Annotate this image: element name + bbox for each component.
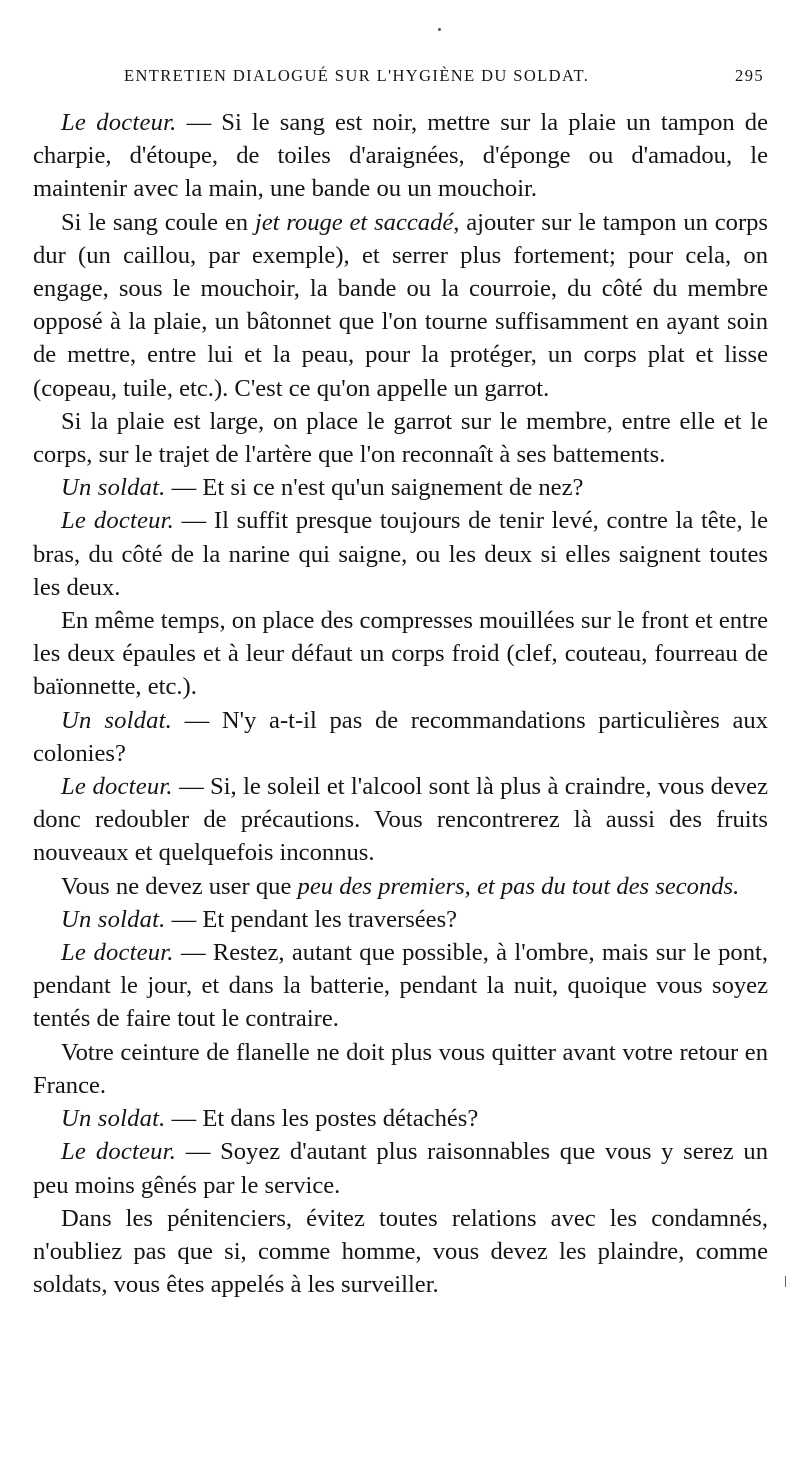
- page-number: 295: [735, 66, 764, 85]
- paragraph-text: — Il suffit presque toujours de tenir levé, contre la tête, le bras, du côté de la narine qui saigne, ou les deux si elles saignent toutes les deux.: [33, 507, 768, 601]
- speaker-label: Le docteur.: [61, 773, 173, 801]
- paragraph-text: Si la plaie est large, on place le garrot sur le membre, entre elle et le corps, sur le trajet de l'artère que l'on reconnaît à ses battements.: [33, 407, 768, 469]
- speaker-label: Le docteur.: [61, 939, 174, 967]
- paragraph: [33, 604, 768, 704]
- paragraph: [33, 870, 768, 903]
- paragraph-text: Si le sang coule en: [61, 208, 255, 236]
- paragraph-text: — Soyez d'autant plus raisonnables que vous y serez un peu moins gênés par le service.: [33, 1138, 768, 1199]
- paragraph-text: — Et pendant les traversées?: [165, 905, 458, 933]
- paragraph: [33, 903, 768, 936]
- paragraph: [33, 1036, 768, 1102]
- paragraph: [33, 106, 768, 206]
- printer-dot: [438, 28, 441, 31]
- paragraph: [33, 770, 768, 870]
- paragraph-text: — Restez, autant que possible, à l'ombre, mais sur le pont, pendant le jour, et dans la batterie, pendant la nuit, quoique vous soyez tentés de faire tout le contraire.: [33, 939, 768, 1033]
- paragraph-text: , ajouter sur le tampon un corps dur (un caillou, par exemple), et serrer plus fortement; pour cela, on engage, sous le mouchoir, la bande ou la courroie, du côté du membre opposé à la plaie, un bâtonnet que l'on tourne suffisamment en ayant soin de mettre, entre lui et la peau, pour la protéger, un corps plat et lisse (copeau, tuile, etc.). C'est ce qu'on appelle un garrot.: [33, 208, 769, 402]
- paragraph-text: Votre ceinture de flanelle ne doit plus vous quitter avant votre retour en France.: [33, 1038, 768, 1099]
- italic-text: jet rouge et saccadé: [254, 208, 454, 236]
- paragraph: [33, 206, 768, 405]
- paragraph-text: — Si, le soleil et l'alcool sont là plus à craindre, vous devez donc redoubler de précautions. Vous rencontrerez là aussi des fruits nouveaux et quelquefois inconnus.: [33, 773, 769, 867]
- speaker-label: Un soldat.: [61, 1105, 166, 1133]
- paragraph: [33, 1102, 768, 1135]
- paragraph: [33, 405, 768, 471]
- speaker-label: Le docteur.: [61, 507, 174, 535]
- speaker-label: Un soldat.: [61, 474, 166, 502]
- italic-text: peu des premiers, et pas du tout des seconds.: [297, 872, 740, 900]
- paragraph: [33, 704, 768, 770]
- paragraph: [33, 504, 768, 604]
- running-title: ENTRETIEN DIALOGUÉ SUR L'HYGIÈNE DU SOLDAT.: [124, 66, 590, 85]
- speaker-label: Un soldat.: [61, 905, 166, 933]
- paragraph-text: — Si le sang est noir, mettre sur la plaie un tampon de charpie, d'étoupe, de toiles d'araignées, d'éponge ou d'amadou, le maintenir avec la main, une bande ou un mouchoir.: [33, 109, 768, 203]
- paragraph-text: — Et si ce n'est qu'un saignement de nez?: [165, 474, 584, 502]
- paragraph: [33, 1135, 768, 1201]
- margin-mark: [785, 1276, 786, 1287]
- speaker-label: Le docteur.: [61, 109, 177, 136]
- speaker-label: Le docteur.: [61, 1138, 177, 1166]
- speaker-label: Un soldat.: [61, 706, 172, 734]
- paragraph: [33, 936, 768, 1036]
- paragraph-text: Dans les pénitenciers, évitez toutes relations avec les condamnés, n'oubliez pas que si, comme homme, vous devez les plaindre, comme soldats, vous êtes appelés à les surveiller.: [33, 1204, 768, 1299]
- running-head: [124, 66, 764, 90]
- paragraph-text: — Et dans les postes détachés?: [165, 1105, 479, 1133]
- paragraph-text: — N'y a-t-il pas de recommandations particulières aux colonies?: [33, 706, 769, 767]
- paragraph-text: En même temps, on place des compresses mouillées sur le front et entre les deux épaules et à leur défaut un corps froid (clef, couteau, fourreau de baïonnette, etc.).: [33, 607, 768, 701]
- paragraph-text: Vous ne devez user que: [61, 872, 298, 900]
- body-text: [33, 106, 768, 1301]
- paragraph: [33, 1202, 768, 1302]
- paragraph: [33, 471, 768, 504]
